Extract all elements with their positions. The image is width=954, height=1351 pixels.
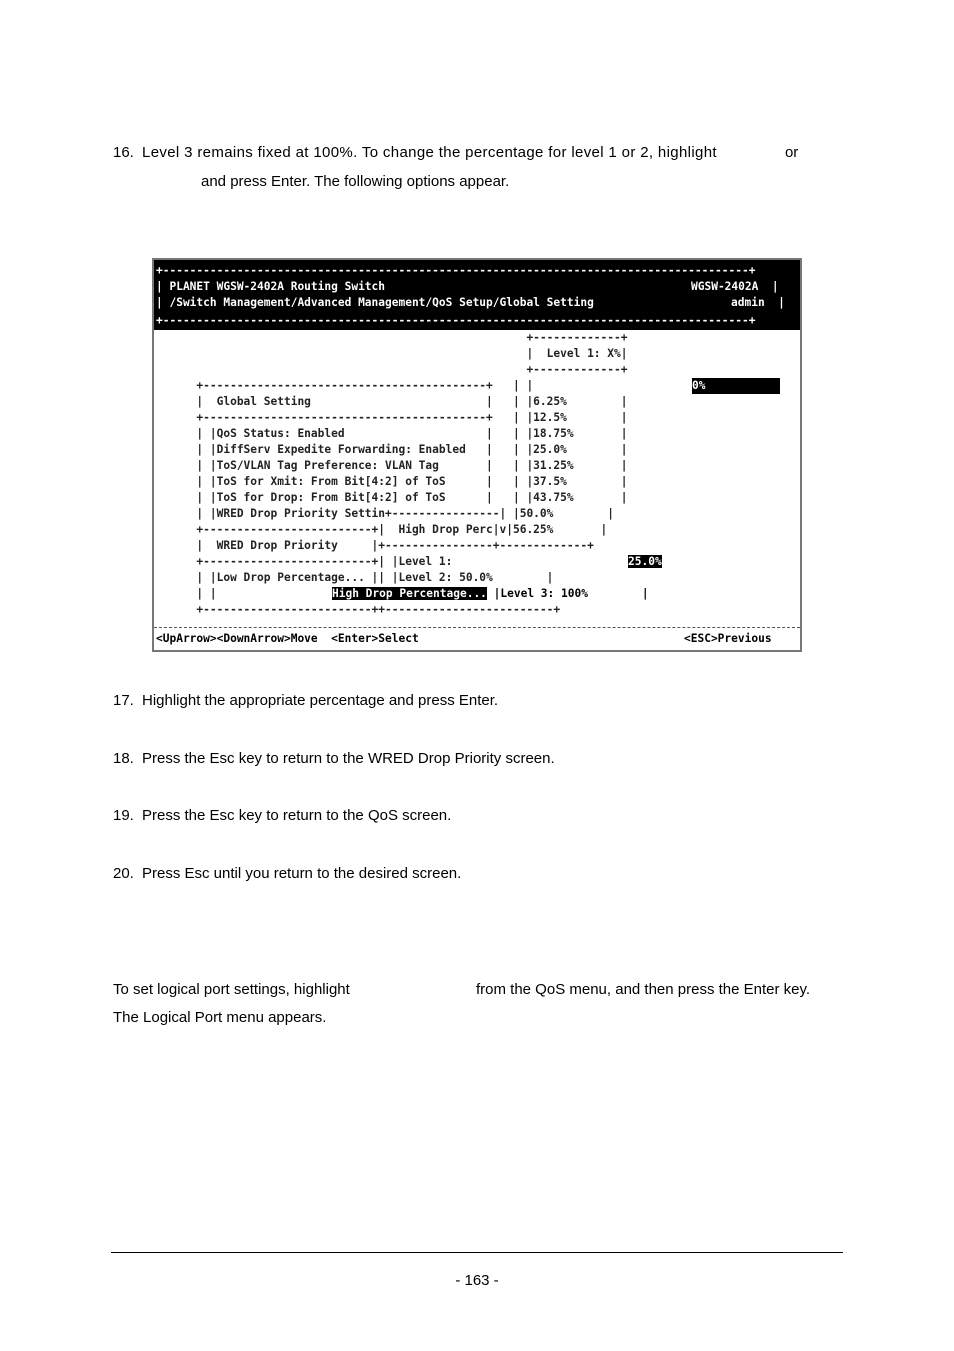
step-16-cont (201, 168, 509, 196)
step-20 (113, 860, 461, 888)
paragraph-text: To set logical port settings, highlight (113, 981, 350, 998)
terminal-screenshot (152, 258, 802, 652)
step-text-or: or (784, 144, 799, 161)
step-number: 20. (113, 865, 134, 882)
header-border-top: +---------------------------------------------------------------------------------------+ (156, 264, 756, 277)
header-line-1: | PLANET WGSW-2402A Routing Switch (156, 280, 386, 293)
paragraph-text: from the QoS menu, and then press the Enter key. (476, 981, 811, 998)
terminal-header (154, 260, 800, 330)
step-number: 17. (113, 692, 134, 709)
terminal-footer (154, 627, 800, 650)
header-line-1-right: WGSW-2402A | (691, 280, 779, 293)
step-text: and press Enter. The following options appear. (201, 173, 510, 190)
terminal-body: +-------------+ | Level 1: X%| +-------------+ +------------------------------------------+ | | | Global Setting | | |6.25% | +------------------------------------------+ | |12.5% | | |QoS Status: Enabled | | |18.75% | | |DiffServ Expedite Forwarding: Enabled | | |25.0% | | |ToS/VLAN Tag Preference: VLAN Tag | | |31.25% | | |ToS for Xmit: From Bit[4:2] of ToS | | |37.5% | | |ToS for Drop: From Bit[4:2] of ToS | | |43.75% | | |WRED Drop Priority Settin+----------------| |50.0% | +-------------------------+| High Drop Perc|v|56.25% | | WRED Drop Priority |+----------------+-------------+ +-------------------------+| |Level 1: | |Low Drop Percentage... || |Level 2: 50.0% | | | +-------------------------++-------------------------+ (196, 331, 628, 616)
step-17 (113, 687, 498, 715)
header-border-bottom: +---------------------------------------------------------------------------------------+ (156, 314, 756, 327)
footer-right: <ESC>Previous (684, 632, 772, 645)
level3-text: |Level 3: 100% | (486, 587, 649, 600)
level1-value (628, 554, 662, 570)
step-text: Highlight the appropriate percentage and press Enter. (142, 692, 499, 709)
footer-rule (111, 1252, 843, 1253)
logical-port-paragraph (113, 976, 843, 1004)
step-text: Press the Esc key to return to the QoS screen. (142, 807, 452, 824)
step-number: 19. (113, 807, 134, 824)
step-19 (113, 802, 451, 830)
high-drop-percentage-item[interactable]: High Drop Percentage... (332, 587, 487, 600)
header-line-2-right: admin | (731, 296, 785, 309)
page-number: - 163 - (455, 1272, 499, 1289)
step-text: Level 3 remains fixed at 100%. To change the percentage for level 1 or 2, highlight (142, 144, 717, 161)
step-text: Press Esc until you return to the desired screen. (142, 865, 462, 882)
level1-highlight (692, 378, 780, 394)
level1-value-highlight[interactable]: 25.0% (628, 555, 662, 568)
header-line-2: | /Switch Management/Advanced Management/QoS Setup/Global Setting (156, 296, 594, 309)
logical-port-paragraph-cont (113, 1004, 326, 1032)
footer-left: <UpArrow><DownArrow>Move <Enter>Select (156, 632, 419, 645)
step-text: Press the Esc key to return to the WRED Drop Priority screen. (142, 750, 555, 767)
step-16 (113, 139, 843, 167)
step-number: 16. (113, 144, 134, 161)
high-drop-row (332, 586, 649, 602)
paragraph-text: The Logical Port menu appears. (113, 1009, 327, 1026)
zero-percent-option[interactable]: 0% (692, 378, 780, 394)
step-18 (113, 745, 555, 773)
step-number: 18. (113, 750, 134, 767)
